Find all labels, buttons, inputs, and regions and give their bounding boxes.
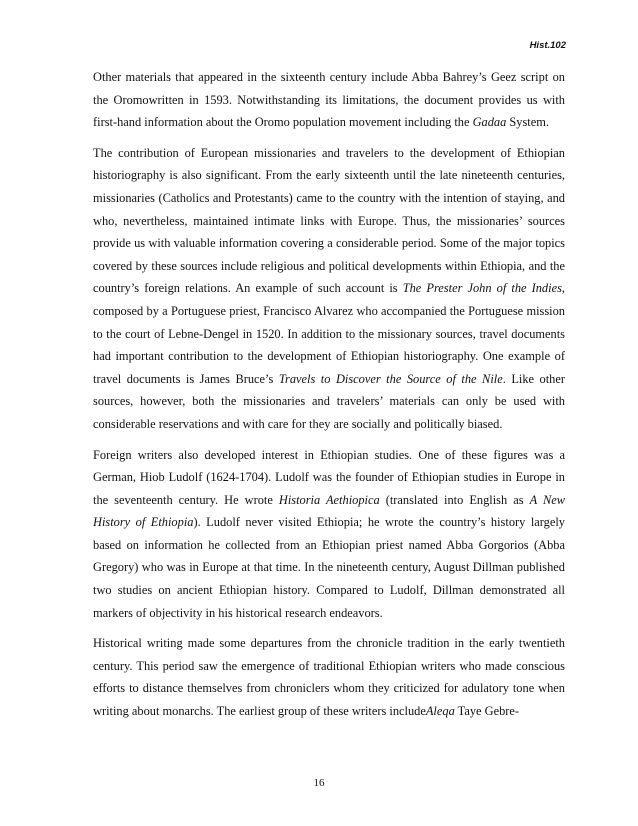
book-title: Historia Aethiopica bbox=[278, 492, 380, 507]
paragraph-foreign-writers bbox=[93, 444, 565, 625]
text-span: Other materials that appeared in the sixteenth century include Abba Bahrey’s Geez script on the Oromowritten in 1593. Notwithstanding its limitations, the document provides us with first-hand information about the Oromo population movement including the bbox=[93, 70, 565, 130]
document-body bbox=[93, 66, 565, 723]
text-span: System. bbox=[506, 115, 549, 130]
text-span: . Like other sources, however, both the missionaries and travelers’ materials can only be used with considerable reservations and with care for they are socially and politically biased. bbox=[93, 371, 565, 431]
italic-term: Aleqa bbox=[425, 704, 455, 719]
text-span: ). Ludolf never visited Ethiopia; he wrote the country’s history largely based on information he collected from an Ethiopian priest named Abba Gorgorios (Abba Gregory) who was in Europe at that time. In the nineteenth century, August Dillman published two studies on ancient Ethiopian history. Compared to Ludolf, Dillman demonstrated all markers of objectivity in his historical research endeavors. bbox=[93, 515, 565, 620]
text-span: Foreign writers also developed interest in Ethiopian studies. One of these figures was a German, Hiob Ludolf (1624-1704). Ludolf was the founder of Ethiopian studies in Europe in the seventeenth century. He wrote bbox=[93, 447, 565, 507]
book-title: A New History of Ethiopia bbox=[93, 492, 565, 530]
paragraph-twentieth-century bbox=[93, 632, 565, 722]
paragraph-abba-bahrey bbox=[93, 66, 565, 134]
text-span: , composed by a Portuguese priest, Francisco Alvarez who accompanied the Portuguese mission to the court of Lebne-Dengel in 1520. In addition to the missionary sources, travel documents had important contribution to the development of Ethiopian historiography. One example of travel documents is James Bruce’s bbox=[93, 281, 565, 386]
page-number: 16 bbox=[313, 777, 325, 789]
text-span: The contribution of European missionaries and travelers to the development of Ethiopian historiography is also significant. From the early sixteenth until the late nineteenth centuries, missionaries (Catholics and Protestants) came to the country with the intention of staying, and who, nevertheless, maintained intimate links with Europe. Thus, the missionaries’ sources provide us with valuable information covering a considerable period. Some of the major topics covered by these sources include religious and political developments within Ethiopia, and the country’s foreign relations. An example of such account is bbox=[93, 145, 565, 296]
italic-term: Gadaa bbox=[472, 115, 507, 130]
book-title: The Prester John of the Indies bbox=[402, 281, 562, 296]
text-span: Historical writing made some departures from the chronicle tradition in the early twentieth century. This period saw the emergence of traditional Ethiopian writers who made conscious efforts to distance themselves from chroniclers whom they criticized for adulatory tone when writing about monarchs. The earliest group of these writers include bbox=[93, 636, 565, 719]
text-span: (translated into English as bbox=[379, 492, 530, 507]
paragraph-european-missionaries bbox=[93, 142, 565, 436]
course-code-header: Hist.102 bbox=[529, 40, 566, 51]
text-span: Taye Gebre- bbox=[454, 704, 520, 719]
book-title: Travels to Discover the Source of the Nile bbox=[278, 371, 503, 386]
